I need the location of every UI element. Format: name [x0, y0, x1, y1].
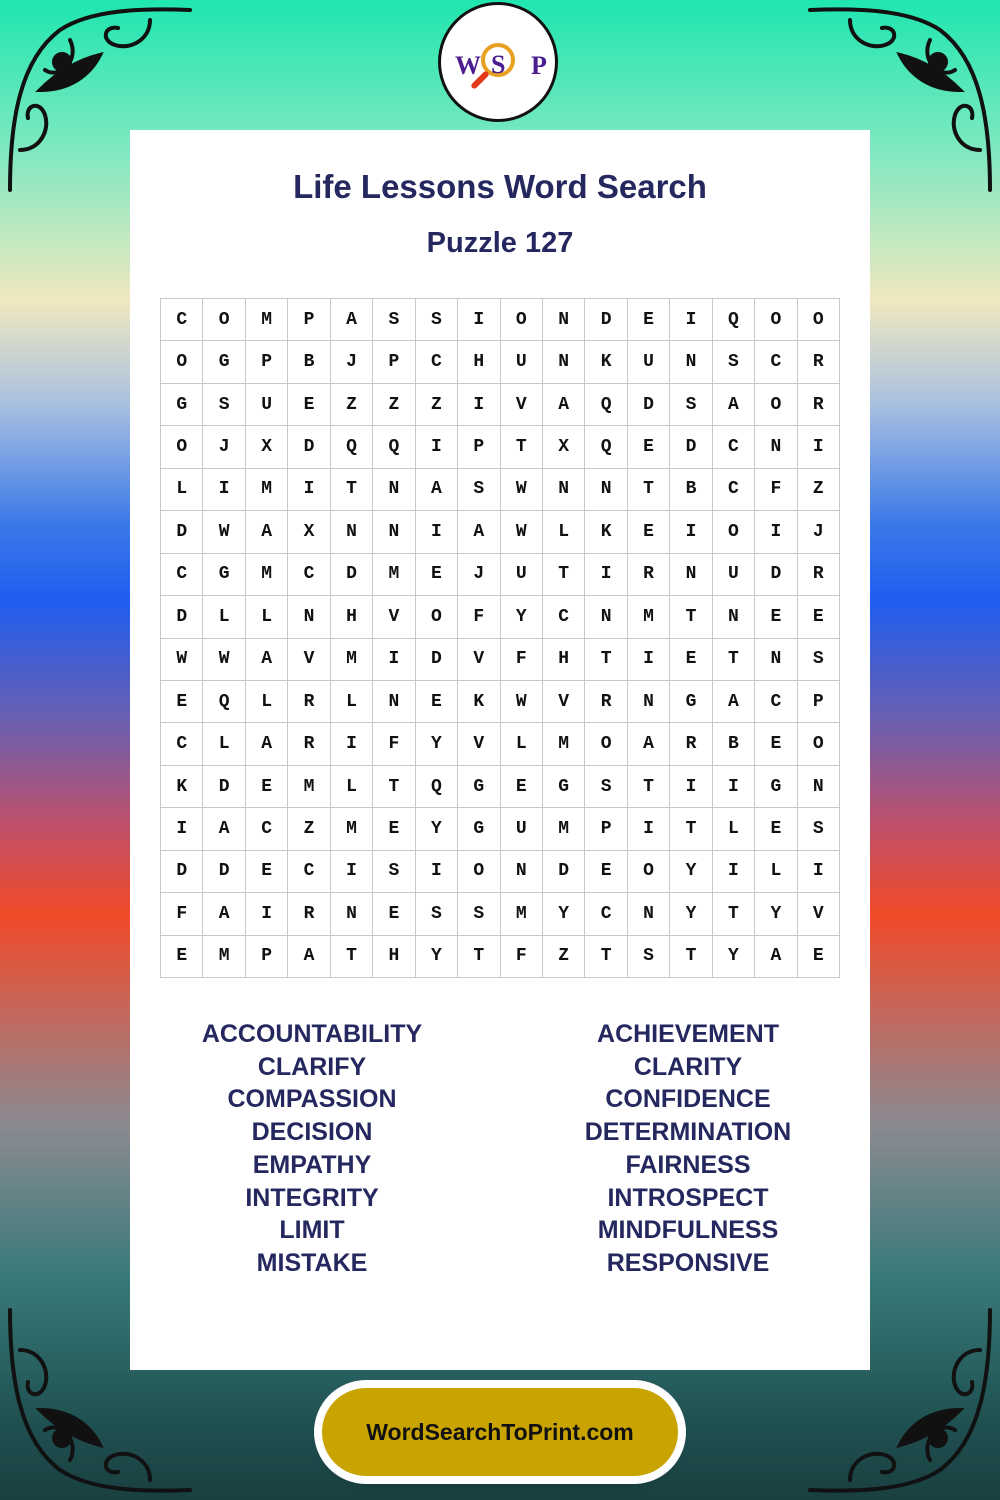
- word-list-item: COMPASSION: [227, 1085, 397, 1114]
- grid-cell[interactable]: W: [161, 639, 203, 681]
- grid-cell[interactable]: D: [203, 766, 245, 808]
- grid-cell[interactable]: X: [288, 511, 330, 553]
- grid-cell[interactable]: E: [755, 808, 797, 850]
- grid-cell[interactable]: O: [458, 851, 500, 893]
- grid-cell[interactable]: E: [501, 766, 543, 808]
- grid-cell[interactable]: I: [670, 511, 712, 553]
- grid-cell[interactable]: L: [331, 766, 373, 808]
- grid-cell[interactable]: D: [161, 596, 203, 638]
- grid-cell[interactable]: P: [246, 341, 288, 383]
- grid-cell[interactable]: S: [458, 893, 500, 935]
- grid-cell[interactable]: U: [246, 384, 288, 426]
- grid-cell[interactable]: A: [246, 723, 288, 765]
- grid-cell[interactable]: D: [585, 299, 627, 341]
- grid-cell[interactable]: S: [373, 851, 415, 893]
- grid-cell[interactable]: D: [543, 851, 585, 893]
- grid-cell[interactable]: M: [501, 893, 543, 935]
- grid-cell[interactable]: N: [288, 596, 330, 638]
- grid-cell[interactable]: Q: [585, 426, 627, 468]
- grid-cell[interactable]: D: [161, 511, 203, 553]
- grid-cell[interactable]: T: [331, 469, 373, 511]
- grid-cell[interactable]: U: [501, 808, 543, 850]
- grid-cell[interactable]: E: [798, 596, 840, 638]
- grid-cell[interactable]: Z: [331, 384, 373, 426]
- grid-cell[interactable]: S: [713, 341, 755, 383]
- grid-cell[interactable]: Q: [585, 384, 627, 426]
- grid-cell[interactable]: M: [246, 554, 288, 596]
- grid-cell[interactable]: U: [501, 554, 543, 596]
- grid-cell[interactable]: X: [543, 426, 585, 468]
- grid-cell[interactable]: N: [373, 681, 415, 723]
- grid-cell[interactable]: W: [501, 511, 543, 553]
- grid-cell[interactable]: P: [458, 426, 500, 468]
- grid-cell[interactable]: I: [628, 639, 670, 681]
- page-title: Life Lessons Word Search: [293, 168, 707, 205]
- grid-cell[interactable]: L: [331, 681, 373, 723]
- grid-cell[interactable]: E: [373, 808, 415, 850]
- grid-cell[interactable]: O: [161, 341, 203, 383]
- grid-cell[interactable]: U: [713, 554, 755, 596]
- grid-cell[interactable]: T: [713, 893, 755, 935]
- grid-cell[interactable]: P: [798, 681, 840, 723]
- grid-cell[interactable]: T: [628, 766, 670, 808]
- grid-cell[interactable]: A: [416, 469, 458, 511]
- grid-cell[interactable]: L: [246, 681, 288, 723]
- grid-cell[interactable]: A: [628, 723, 670, 765]
- grid-cell[interactable]: I: [331, 723, 373, 765]
- grid-cell[interactable]: G: [755, 766, 797, 808]
- grid-cell[interactable]: S: [416, 299, 458, 341]
- grid-cell[interactable]: M: [543, 808, 585, 850]
- grid-cell[interactable]: T: [628, 469, 670, 511]
- grid-cell[interactable]: C: [755, 681, 797, 723]
- grid-cell[interactable]: I: [585, 554, 627, 596]
- grid-cell[interactable]: L: [713, 808, 755, 850]
- grid-cell[interactable]: A: [288, 936, 330, 978]
- grid-cell[interactable]: D: [288, 426, 330, 468]
- grid-cell[interactable]: O: [203, 299, 245, 341]
- grid-cell[interactable]: D: [161, 851, 203, 893]
- grid-cell[interactable]: I: [203, 469, 245, 511]
- grid-cell[interactable]: N: [628, 681, 670, 723]
- grid-cell[interactable]: L: [501, 723, 543, 765]
- grid-cell[interactable]: Y: [670, 851, 712, 893]
- grid-cell[interactable]: C: [416, 341, 458, 383]
- grid-cell[interactable]: S: [798, 639, 840, 681]
- grid-cell[interactable]: N: [670, 341, 712, 383]
- grid-cell[interactable]: T: [670, 596, 712, 638]
- grid-cell[interactable]: G: [203, 341, 245, 383]
- grid-cell[interactable]: I: [755, 511, 797, 553]
- grid-cell[interactable]: A: [246, 511, 288, 553]
- grid-cell[interactable]: V: [501, 384, 543, 426]
- grid-cell[interactable]: Y: [416, 808, 458, 850]
- grid-cell[interactable]: E: [373, 893, 415, 935]
- grid-cell[interactable]: R: [288, 893, 330, 935]
- grid-cell[interactable]: R: [585, 681, 627, 723]
- grid-cell[interactable]: F: [458, 596, 500, 638]
- word-list-item: CLARITY: [633, 1052, 743, 1081]
- grid-cell[interactable]: F: [755, 469, 797, 511]
- grid-cell[interactable]: J: [203, 426, 245, 468]
- logo-letter-w: W: [455, 51, 481, 80]
- grid-cell[interactable]: I: [373, 639, 415, 681]
- grid-cell[interactable]: Y: [755, 893, 797, 935]
- grid-cell[interactable]: F: [501, 639, 543, 681]
- grid-cell[interactable]: M: [288, 766, 330, 808]
- grid-cell[interactable]: Y: [416, 936, 458, 978]
- grid-cell[interactable]: N: [585, 469, 627, 511]
- grid-cell[interactable]: Q: [331, 426, 373, 468]
- grid-cell[interactable]: V: [458, 639, 500, 681]
- grid-cell[interactable]: I: [713, 851, 755, 893]
- grid-cell[interactable]: L: [203, 596, 245, 638]
- word-list-item: INTEGRITY: [245, 1183, 379, 1212]
- grid-cell[interactable]: I: [798, 426, 840, 468]
- grid-cell[interactable]: C: [585, 893, 627, 935]
- grid-cell[interactable]: E: [670, 639, 712, 681]
- grid-cell[interactable]: T: [585, 639, 627, 681]
- grid-cell[interactable]: L: [203, 723, 245, 765]
- website-button[interactable]: WordSearchToPrint.com: [322, 1388, 678, 1476]
- grid-cell[interactable]: A: [331, 299, 373, 341]
- grid-cell[interactable]: V: [288, 639, 330, 681]
- grid-cell[interactable]: E: [798, 936, 840, 978]
- grid-cell[interactable]: N: [543, 341, 585, 383]
- word-list-item: EMPATHY: [252, 1150, 372, 1179]
- grid-cell[interactable]: C: [246, 808, 288, 850]
- grid-cell[interactable]: E: [628, 426, 670, 468]
- grid-cell[interactable]: Y: [501, 596, 543, 638]
- grid-cell[interactable]: E: [246, 766, 288, 808]
- grid-cell[interactable]: V: [373, 596, 415, 638]
- grid-cell[interactable]: H: [543, 639, 585, 681]
- word-list-item: FAIRNESS: [625, 1150, 751, 1179]
- grid-cell[interactable]: M: [331, 808, 373, 850]
- grid-cell[interactable]: E: [628, 511, 670, 553]
- grid-cell[interactable]: Q: [203, 681, 245, 723]
- grid-cell[interactable]: N: [628, 893, 670, 935]
- grid-cell[interactable]: A: [246, 639, 288, 681]
- grid-cell[interactable]: C: [713, 469, 755, 511]
- grid-cell[interactable]: D: [755, 554, 797, 596]
- grid-cell[interactable]: A: [713, 681, 755, 723]
- grid-cell[interactable]: M: [203, 936, 245, 978]
- grid-cell[interactable]: O: [755, 384, 797, 426]
- grid-cell[interactable]: I: [416, 511, 458, 553]
- grid-cell[interactable]: E: [755, 596, 797, 638]
- grid-cell[interactable]: R: [798, 554, 840, 596]
- grid-cell[interactable]: O: [416, 596, 458, 638]
- grid-cell[interactable]: C: [755, 341, 797, 383]
- grid-cell[interactable]: O: [798, 723, 840, 765]
- grid-cell[interactable]: W: [501, 681, 543, 723]
- grid-cell[interactable]: C: [161, 299, 203, 341]
- grid-cell[interactable]: C: [161, 554, 203, 596]
- grid-cell[interactable]: Y: [543, 893, 585, 935]
- grid-cell[interactable]: O: [501, 299, 543, 341]
- grid-cell[interactable]: M: [543, 723, 585, 765]
- grid-cell[interactable]: N: [501, 851, 543, 893]
- grid-cell[interactable]: R: [798, 341, 840, 383]
- grid-cell[interactable]: R: [628, 554, 670, 596]
- grid-cell[interactable]: M: [628, 596, 670, 638]
- grid-cell[interactable]: A: [203, 808, 245, 850]
- grid-cell[interactable]: I: [458, 299, 500, 341]
- grid-cell[interactable]: P: [373, 341, 415, 383]
- grid-cell[interactable]: M: [373, 554, 415, 596]
- grid-cell[interactable]: A: [458, 511, 500, 553]
- grid-cell[interactable]: Z: [373, 384, 415, 426]
- grid-cell[interactable]: S: [798, 808, 840, 850]
- grid-cell[interactable]: T: [373, 766, 415, 808]
- grid-cell[interactable]: I: [416, 851, 458, 893]
- grid-cell[interactable]: S: [585, 766, 627, 808]
- grid-cell[interactable]: H: [373, 936, 415, 978]
- grid-cell[interactable]: C: [288, 554, 330, 596]
- grid-cell[interactable]: N: [798, 766, 840, 808]
- word-list-item: CLARIFY: [257, 1052, 367, 1081]
- logo-letter-s: S: [491, 50, 506, 79]
- wsp-logo: [438, 2, 558, 122]
- word-list-left: [162, 1018, 462, 1280]
- grid-cell[interactable]: A: [755, 936, 797, 978]
- grid-cell[interactable]: Z: [288, 808, 330, 850]
- grid-cell[interactable]: M: [246, 469, 288, 511]
- grid-cell[interactable]: S: [416, 893, 458, 935]
- grid-cell[interactable]: E: [416, 554, 458, 596]
- grid-cell[interactable]: A: [713, 384, 755, 426]
- grid-cell[interactable]: W: [203, 511, 245, 553]
- grid-cell[interactable]: E: [416, 681, 458, 723]
- grid-cell[interactable]: H: [331, 596, 373, 638]
- grid-cell[interactable]: N: [373, 511, 415, 553]
- grid-cell[interactable]: G: [543, 766, 585, 808]
- grid-cell[interactable]: N: [543, 299, 585, 341]
- grid-cell[interactable]: C: [161, 723, 203, 765]
- word-list-item: ACCOUNTABILITY: [201, 1020, 423, 1048]
- grid-cell[interactable]: H: [458, 341, 500, 383]
- grid-cell[interactable]: J: [798, 511, 840, 553]
- word-list-item: MINDFULNESS: [597, 1216, 779, 1245]
- grid-cell[interactable]: B: [288, 341, 330, 383]
- grid-cell[interactable]: T: [543, 554, 585, 596]
- grid-cell[interactable]: E: [288, 384, 330, 426]
- word-list-item: RESPONSIVE: [606, 1248, 770, 1277]
- grid-cell[interactable]: C: [288, 851, 330, 893]
- grid-cell[interactable]: R: [288, 681, 330, 723]
- grid-cell[interactable]: N: [585, 596, 627, 638]
- grid-cell[interactable]: O: [628, 851, 670, 893]
- grid-cell[interactable]: I: [798, 851, 840, 893]
- grid-cell[interactable]: Z: [416, 384, 458, 426]
- grid-cell[interactable]: C: [543, 596, 585, 638]
- grid-cell[interactable]: S: [203, 384, 245, 426]
- grid-cell[interactable]: G: [203, 554, 245, 596]
- grid-cell[interactable]: S: [670, 384, 712, 426]
- word-list-right: [538, 1018, 838, 1280]
- grid-cell[interactable]: I: [670, 299, 712, 341]
- grid-cell[interactable]: F: [373, 723, 415, 765]
- grid-cell[interactable]: K: [585, 511, 627, 553]
- grid-cell[interactable]: A: [203, 893, 245, 935]
- word-list-item: ACHIEVEMENT: [597, 1020, 779, 1048]
- grid-cell[interactable]: I: [458, 384, 500, 426]
- grid-cell[interactable]: U: [501, 341, 543, 383]
- grid-cell[interactable]: T: [458, 936, 500, 978]
- grid-cell[interactable]: T: [670, 808, 712, 850]
- grid-cell[interactable]: T: [331, 936, 373, 978]
- grid-cell[interactable]: K: [161, 766, 203, 808]
- grid-cell[interactable]: N: [755, 639, 797, 681]
- word-list-item: CONFIDENCE: [605, 1085, 771, 1114]
- grid-cell[interactable]: Z: [798, 469, 840, 511]
- grid-cell[interactable]: Y: [670, 893, 712, 935]
- grid-cell[interactable]: G: [458, 766, 500, 808]
- grid-cell[interactable]: S: [628, 936, 670, 978]
- grid-cell[interactable]: N: [755, 426, 797, 468]
- puzzle-card: [130, 130, 870, 1370]
- grid-cell[interactable]: G: [458, 808, 500, 850]
- grid-cell[interactable]: W: [501, 469, 543, 511]
- grid-cell[interactable]: B: [713, 723, 755, 765]
- grid-cell[interactable]: T: [713, 639, 755, 681]
- grid-cell[interactable]: B: [670, 469, 712, 511]
- grid-cell[interactable]: I: [161, 808, 203, 850]
- grid-cell[interactable]: O: [585, 723, 627, 765]
- grid-cell[interactable]: D: [628, 384, 670, 426]
- grid-cell[interactable]: I: [331, 851, 373, 893]
- grid-cell[interactable]: F: [501, 936, 543, 978]
- grid-cell[interactable]: R: [288, 723, 330, 765]
- word-list-item: INTROSPECT: [607, 1183, 769, 1212]
- grid-cell[interactable]: L: [543, 511, 585, 553]
- logo-letter-p: P: [531, 51, 547, 80]
- grid-cell[interactable]: Y: [713, 936, 755, 978]
- grid-cell[interactable]: M: [331, 639, 373, 681]
- grid-cell[interactable]: O: [755, 299, 797, 341]
- grid-cell[interactable]: V: [543, 681, 585, 723]
- word-list-item: MISTAKE: [256, 1248, 368, 1277]
- grid-cell[interactable]: P: [288, 299, 330, 341]
- grid-cell[interactable]: V: [798, 893, 840, 935]
- grid-cell[interactable]: D: [203, 851, 245, 893]
- grid-cell[interactable]: V: [458, 723, 500, 765]
- grid-cell[interactable]: T: [670, 936, 712, 978]
- grid-cell[interactable]: P: [246, 936, 288, 978]
- grid-cell[interactable]: Q: [416, 766, 458, 808]
- grid-cell[interactable]: X: [246, 426, 288, 468]
- grid-cell[interactable]: J: [331, 341, 373, 383]
- grid-cell[interactable]: M: [246, 299, 288, 341]
- word-list-item: DETERMINATION: [584, 1118, 792, 1147]
- grid-cell[interactable]: E: [628, 299, 670, 341]
- grid-cell[interactable]: E: [161, 936, 203, 978]
- grid-cell[interactable]: N: [331, 893, 373, 935]
- grid-cell[interactable]: Q: [373, 426, 415, 468]
- grid-cell[interactable]: D: [416, 639, 458, 681]
- grid-cell[interactable]: E: [755, 723, 797, 765]
- grid-cell[interactable]: S: [373, 299, 415, 341]
- grid-cell[interactable]: T: [585, 936, 627, 978]
- grid-cell[interactable]: O: [798, 299, 840, 341]
- grid-cell[interactable]: S: [458, 469, 500, 511]
- grid-cell[interactable]: O: [713, 511, 755, 553]
- grid-cell[interactable]: T: [501, 426, 543, 468]
- grid-cell[interactable]: J: [458, 554, 500, 596]
- grid-cell[interactable]: I: [670, 766, 712, 808]
- grid-cell[interactable]: K: [585, 341, 627, 383]
- grid-cell[interactable]: E: [246, 851, 288, 893]
- word-list-item: DECISION: [251, 1118, 373, 1147]
- grid-cell[interactable]: D: [670, 426, 712, 468]
- grid-cell[interactable]: G: [161, 384, 203, 426]
- grid-cell[interactable]: I: [246, 893, 288, 935]
- grid-cell[interactable]: R: [798, 384, 840, 426]
- grid-cell[interactable]: N: [373, 469, 415, 511]
- letter-grid: [160, 298, 840, 978]
- grid-cell[interactable]: E: [161, 681, 203, 723]
- grid-cell[interactable]: F: [161, 893, 203, 935]
- grid-cell[interactable]: D: [331, 554, 373, 596]
- grid-cell[interactable]: L: [161, 469, 203, 511]
- grid-cell[interactable]: O: [161, 426, 203, 468]
- grid-cell[interactable]: C: [713, 426, 755, 468]
- grid-cell[interactable]: I: [628, 808, 670, 850]
- grid-cell[interactable]: Z: [543, 936, 585, 978]
- grid-cell[interactable]: N: [331, 511, 373, 553]
- grid-cell[interactable]: L: [755, 851, 797, 893]
- grid-cell[interactable]: U: [628, 341, 670, 383]
- grid-cell[interactable]: A: [543, 384, 585, 426]
- grid-cell[interactable]: I: [416, 426, 458, 468]
- grid-cell[interactable]: I: [288, 469, 330, 511]
- word-list-item: LIMIT: [279, 1216, 345, 1245]
- grid-cell[interactable]: G: [670, 681, 712, 723]
- grid-cell[interactable]: R: [670, 723, 712, 765]
- grid-cell[interactable]: N: [543, 469, 585, 511]
- grid-cell[interactable]: W: [203, 639, 245, 681]
- grid-cell[interactable]: L: [246, 596, 288, 638]
- puzzle-number: Puzzle 127: [426, 227, 574, 259]
- grid-cell[interactable]: E: [585, 851, 627, 893]
- grid-cell[interactable]: I: [713, 766, 755, 808]
- grid-cell[interactable]: N: [713, 596, 755, 638]
- grid-cell[interactable]: K: [458, 681, 500, 723]
- grid-cell[interactable]: Q: [713, 299, 755, 341]
- grid-cell[interactable]: N: [670, 554, 712, 596]
- grid-cell[interactable]: Y: [416, 723, 458, 765]
- grid-cell[interactable]: P: [585, 808, 627, 850]
